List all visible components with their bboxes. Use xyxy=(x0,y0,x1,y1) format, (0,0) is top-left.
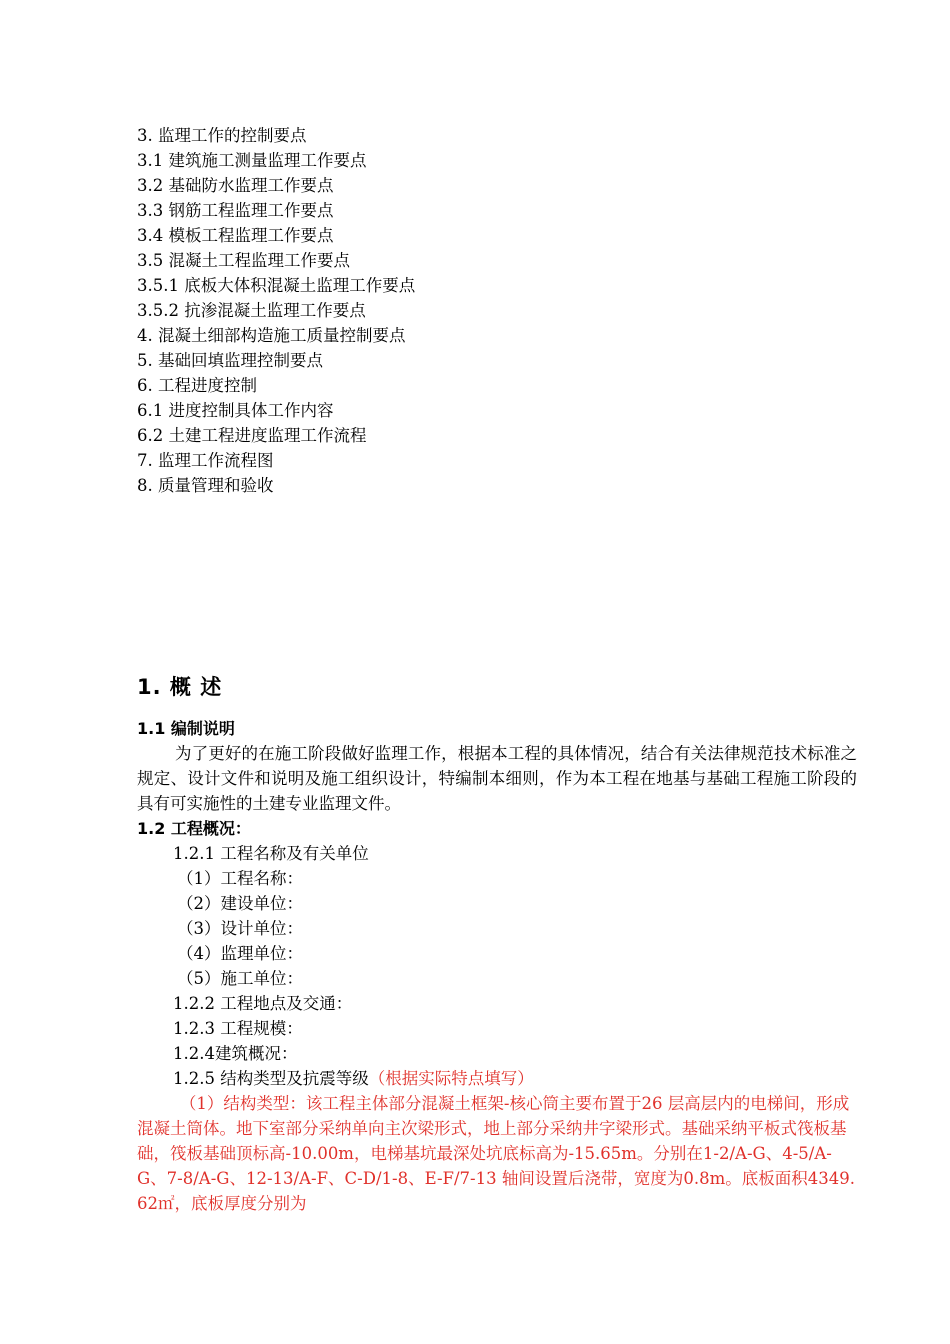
list-item: （3）设计单位： xyxy=(177,919,303,938)
sub-subsection-heading: 1.2.4建筑概况： xyxy=(173,1044,298,1063)
sub-subsection-heading: 1.2.3 工程规模： xyxy=(173,1019,303,1038)
toc-item: 6.2 土建工程进度监理工作流程 xyxy=(137,426,367,445)
toc-item: 5. 基础回填监理控制要点 xyxy=(137,351,323,370)
list-item: （2）建设单位： xyxy=(177,894,303,913)
toc-item: 3.5 混凝土工程监理工作要点 xyxy=(137,251,350,270)
structure-heading-row xyxy=(137,1066,857,1091)
list-item: （1）工程名称： xyxy=(177,869,303,888)
structure-type-paragraph: （1）结构类型：该工程主体部分混凝土框架-核心筒主要布置于26 层高层内的电梯间，形成混凝土筒体。地下室部分采纳单向主次梁形式，地上部分采纳井字梁形式。基础采纳平板式筏板基础，筏板基础顶标高-10.00m，电梯基坑最深处坑底标高为-15.65m。分别在1-2/A-G、4-5/A-G、7-8/A-G、12-13/A-F、C-D/1-8、E-F/7-13 轴间设置后浇带，宽度为0.8m。底板面积4349.62㎡，底板厚度分别为 xyxy=(137,1094,855,1213)
toc-item: 8. 质量管理和验收 xyxy=(137,476,274,495)
toc-item: 3.5.2 抗渗混凝土监理工作要点 xyxy=(137,301,366,320)
subsection-heading: 1.1 编制说明 xyxy=(137,719,235,738)
list-item: （5）施工单位： xyxy=(177,969,303,988)
toc-item: 3.3 钢筋工程监理工作要点 xyxy=(137,201,334,220)
section-body xyxy=(137,716,857,1216)
toc-item: 3.4 模板工程监理工作要点 xyxy=(137,226,334,245)
toc-item: 7. 监理工作流程图 xyxy=(137,451,274,470)
toc-item: 3.5.1 底板大体积混凝土监理工作要点 xyxy=(137,276,416,295)
toc-item: 3.2 基础防水监理工作要点 xyxy=(137,176,334,195)
toc-item: 3. 监理工作的控制要点 xyxy=(137,126,307,145)
fill-in-note: （根据实际特点填写） xyxy=(368,1069,534,1088)
toc-item: 6.1 进度控制具体工作内容 xyxy=(137,401,334,420)
subsection-heading: 1.2 工程概况： xyxy=(137,819,251,838)
toc-item: 3.1 建筑施工测量监理工作要点 xyxy=(137,151,367,170)
toc-item: 4. 混凝土细部构造施工质量控制要点 xyxy=(137,326,406,345)
table-of-contents xyxy=(137,123,837,498)
sub-subsection-heading: 1.2.1 工程名称及有关单位 xyxy=(173,844,369,863)
sub-subsection-heading: 1.2.2 工程地点及交通： xyxy=(173,994,353,1013)
sub-subsection-heading: 1.2.5 结构类型及抗震等级 xyxy=(173,1069,369,1088)
compilation-paragraph: 为了更好的在施工阶段做好监理工作，根据本工程的具体情况，结合有关法律规范技术标准之规定、设计文件和说明及施工组织设计，特编制本细则，作为本工程在地基与基础工程施工阶段的具有可实施性的土建专业监理文件。 xyxy=(137,744,857,813)
list-item: （4）监理单位： xyxy=(177,944,303,963)
section-heading-overview: 1. 概 述 xyxy=(137,675,223,699)
toc-item: 6. 工程进度控制 xyxy=(137,376,257,395)
